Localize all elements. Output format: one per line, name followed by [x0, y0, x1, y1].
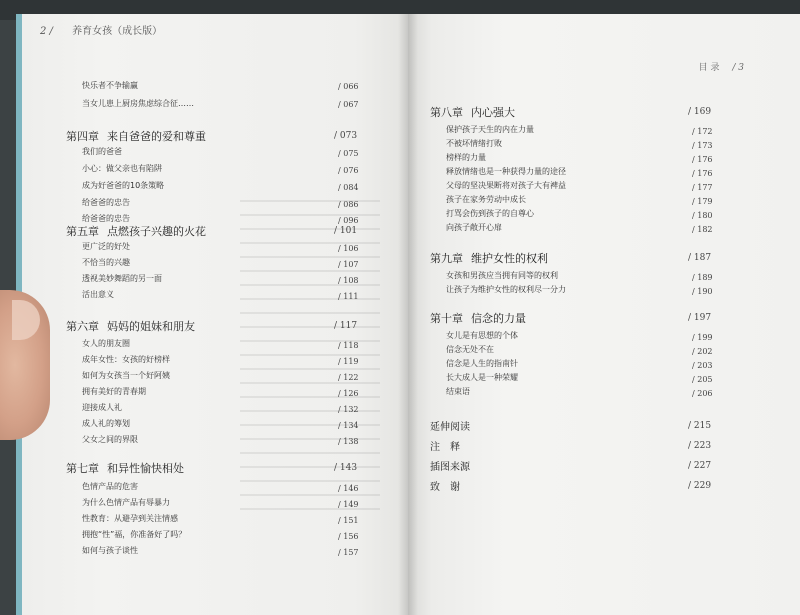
toc-page: / 176	[692, 169, 713, 178]
toc-entry: 女儿是有思想的个体	[446, 331, 518, 340]
toc-page: / 107	[338, 260, 359, 269]
toc-page: / 182	[692, 225, 713, 234]
chapter-heading: 第四章 来自爸爸的爱和尊重	[66, 130, 206, 143]
chapter-page: / 117	[334, 321, 358, 331]
toc-page: / 177	[692, 183, 713, 192]
chapter-page: / 101	[334, 226, 358, 236]
toc-page: / 138	[338, 437, 359, 446]
chapter-page: / 073	[334, 131, 358, 141]
toc-entry: 色情产品的危害	[82, 482, 138, 491]
toc-entry: 释放情绪也是一种获得力量的途径	[446, 167, 566, 176]
chapter-heading: 第五章 点燃孩子兴趣的火花	[66, 225, 206, 238]
toc-entry: 成人礼的筹划	[82, 419, 130, 428]
book-gutter	[398, 14, 418, 615]
toc-page: / 172	[692, 127, 713, 136]
toc-page: / 096	[338, 216, 359, 225]
toc-page: / 075	[338, 149, 359, 158]
chapter-heading: 第十章 信念的力量	[430, 312, 526, 325]
toc-page: / 157	[338, 548, 359, 557]
toc-entry: 如何与孩子谈性	[82, 546, 138, 555]
toc-entry: 成年女性：女孩的好榜样	[82, 355, 170, 364]
toc-entry: 信念是人生的指南针	[446, 359, 518, 368]
toc-entry: 保护孩子天生的内在力量	[446, 125, 534, 134]
toc-entry: 信念无处不在	[446, 345, 494, 354]
toc-entry: 活出意义	[82, 290, 114, 299]
toc-entry: 性教育：从避孕到关注情感	[82, 514, 178, 523]
toc-entry: 向孩子敞开心扉	[446, 223, 502, 232]
chapter-page: / 187	[688, 253, 712, 263]
toc-page: / 180	[692, 211, 713, 220]
chapter-heading: 第八章 内心强大	[430, 106, 515, 119]
toc-entry: 女孩和男孩应当拥有同等的权利	[446, 271, 558, 280]
toc-entry: 长大成人是一种荣耀	[446, 373, 518, 382]
toc-page: / 203	[692, 361, 713, 370]
left-page-header	[40, 22, 162, 37]
toc-entry: 给爸爸的忠告	[82, 198, 130, 207]
toc-page: / 176	[692, 155, 713, 164]
toc-entry: 我们的爸爸	[82, 147, 122, 156]
toc-page: / 086	[338, 200, 359, 209]
toc-entry: 成为好爸爸的10条策略	[82, 181, 165, 190]
right-page-header	[699, 60, 744, 73]
toc-entry: 不恰当的兴趣	[82, 258, 130, 267]
toc-page: / 227	[688, 461, 712, 471]
chapter-page: / 169	[688, 107, 712, 117]
toc-page: / 084	[338, 183, 359, 192]
toc-page: / 119	[338, 357, 359, 366]
toc-page: / 229	[688, 481, 712, 491]
chapter-heading: 第七章 和异性愉快相处	[66, 462, 184, 475]
toc-entry: 当女儿患上厨房焦虑综合征……	[82, 99, 194, 108]
chapter-heading: 第九章 维护女性的权利	[430, 252, 548, 265]
show-through-text	[240, 200, 380, 520]
chapter-page: / 143	[334, 463, 358, 473]
toc-entry: 孩子在家务劳动中成长	[446, 195, 526, 204]
toc-entry: 父母的坚决果断将对孩子大有裨益	[446, 181, 566, 190]
toc-page: / 199	[692, 333, 713, 342]
toc-entry: 不被坏情绪打败	[446, 139, 502, 148]
toc-entry: 小心：做父亲也有陷阱	[82, 164, 162, 173]
toc-entry: 结束语	[446, 387, 470, 396]
toc-entry: 如何为女孩当一个好阿姨	[82, 371, 170, 380]
toc-entry: 为什么色情产品有辱暴力	[82, 498, 170, 507]
toc-entry: 透视美妙舞蹈的另一面	[82, 274, 162, 283]
toc-page: / 215	[688, 421, 712, 431]
toc-page: / 190	[692, 287, 713, 296]
toc-page: / 149	[338, 500, 359, 509]
toc-page: / 126	[338, 389, 359, 398]
toc-entry: 女人的朋友圈	[82, 339, 130, 348]
book-title: 养育女孩（成长版）	[72, 26, 163, 37]
toc-page: / 122	[338, 373, 359, 382]
toc-appendix-entry: 插图来源	[430, 462, 470, 473]
toc-page: / 223	[688, 441, 712, 451]
toc-entry: 榜样的力量	[446, 153, 486, 162]
toc-entry: 拥有美好的青春期	[82, 387, 146, 396]
toc-page: / 202	[692, 347, 713, 356]
toc-page: / 206	[692, 389, 713, 398]
toc-entry: 快乐者不争输赢	[82, 81, 138, 90]
toc-entry: 父女之间的界限	[82, 435, 138, 444]
toc-entry: 迎接成人礼	[82, 403, 122, 412]
toc-entry: 更广泛的好处	[82, 242, 130, 251]
toc-page: / 118	[338, 341, 359, 350]
toc-page: / 189	[692, 273, 713, 282]
toc-entry: 打骂会伤到孩子的自尊心	[446, 209, 534, 218]
chapter-heading: 第六章 妈妈的姐妹和朋友	[66, 320, 195, 333]
toc-page: / 173	[692, 141, 713, 150]
toc-page: / 156	[338, 532, 359, 541]
toc-appendix-entry: 注 释	[430, 442, 460, 453]
toc-entry: 让孩子为维护女性的权利尽一分力	[446, 285, 566, 294]
toc-page: / 111	[338, 292, 359, 301]
right-page-number: / 3	[732, 63, 744, 73]
chapter-page: / 197	[688, 313, 712, 323]
toc-page: / 151	[338, 516, 359, 525]
toc-page: / 108	[338, 276, 359, 285]
toc-page: / 146	[338, 484, 359, 493]
toc-page: / 067	[338, 100, 359, 109]
left-page-number: 2 /	[40, 26, 53, 37]
toc-entry: 给爸爸的忠告	[82, 214, 130, 223]
toc-page: / 066	[338, 82, 359, 91]
toc-page: / 205	[692, 375, 713, 384]
toc-page: / 076	[338, 166, 359, 175]
toc-page: / 179	[692, 197, 713, 206]
toc-page: / 132	[338, 405, 359, 414]
toc-page: / 134	[338, 421, 359, 430]
toc-page: / 106	[338, 244, 359, 253]
toc-appendix-entry: 延伸阅读	[430, 422, 470, 433]
toc-title: 目 录	[698, 63, 720, 73]
toc-appendix-entry: 致 谢	[430, 482, 460, 493]
toc-entry: 拥抱“性”福，你准备好了吗？	[82, 530, 187, 539]
